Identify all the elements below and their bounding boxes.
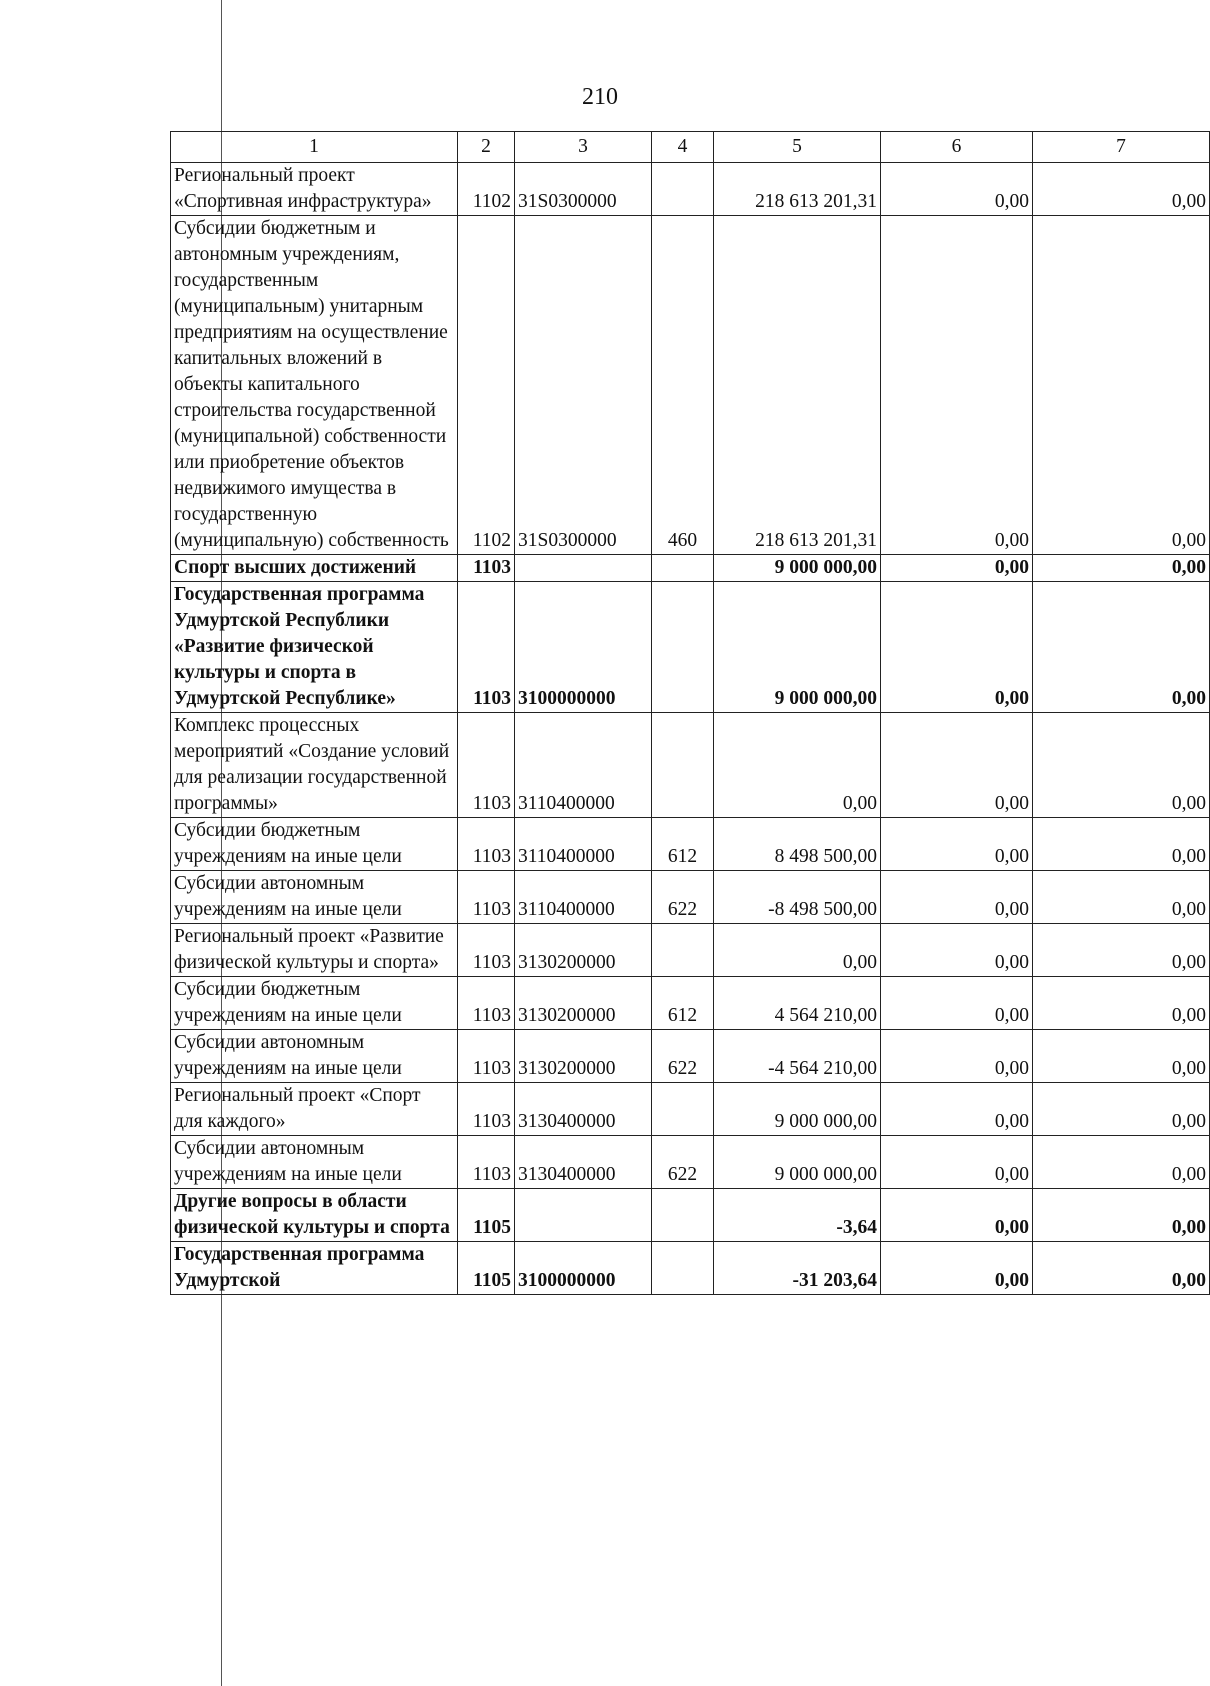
cell-target-article: 31S0300000 xyxy=(515,163,652,216)
header-col-5: 5 xyxy=(714,132,881,163)
table-row xyxy=(171,818,1210,871)
cell-amount-col5: 218 613 201,31 xyxy=(714,216,881,555)
cell-name: Региональный проект «Спорт для каждого» xyxy=(171,1083,458,1136)
table-header-row xyxy=(171,132,1210,163)
cell-expense-type xyxy=(652,1083,714,1136)
cell-amount-col6: 0,00 xyxy=(881,1136,1033,1189)
cell-amount-col6: 0,00 xyxy=(881,582,1033,713)
cell-amount-col6: 0,00 xyxy=(881,555,1033,582)
cell-section: 1103 xyxy=(458,1083,515,1136)
cell-target-article: 3100000000 xyxy=(515,1242,652,1295)
cell-target-article: 3110400000 xyxy=(515,871,652,924)
cell-amount-col6: 0,00 xyxy=(881,871,1033,924)
cell-target-article: 3100000000 xyxy=(515,582,652,713)
cell-section: 1103 xyxy=(458,555,515,582)
cell-amount-col7: 0,00 xyxy=(1033,924,1210,977)
cell-amount-col5: 218 613 201,31 xyxy=(714,163,881,216)
table-row xyxy=(171,1242,1210,1295)
cell-amount-col6: 0,00 xyxy=(881,1030,1033,1083)
header-col-1: 1 xyxy=(171,132,458,163)
cell-expense-type xyxy=(652,582,714,713)
cell-name: Другие вопросы в области физической культуры и спорта xyxy=(171,1189,458,1242)
cell-section: 1103 xyxy=(458,582,515,713)
cell-target-article: 31S0300000 xyxy=(515,216,652,555)
cell-name: Субсидии автономным учреждениям на иные цели xyxy=(171,1030,458,1083)
cell-target-article xyxy=(515,1189,652,1242)
cell-name: Государственная программа Удмуртской Республики «Развитие физической культуры и спорта в Удмуртской Республике» xyxy=(171,582,458,713)
table-row xyxy=(171,163,1210,216)
cell-section: 1103 xyxy=(458,713,515,818)
header-col-3: 3 xyxy=(515,132,652,163)
cell-name: Комплекс процессных мероприятий «Создание условий для реализации государственной программы» xyxy=(171,713,458,818)
cell-expense-type: 622 xyxy=(652,1030,714,1083)
cell-amount-col7: 0,00 xyxy=(1033,818,1210,871)
cell-amount-col7: 0,00 xyxy=(1033,163,1210,216)
header-col-4: 4 xyxy=(652,132,714,163)
cell-name: Спорт высших достижений xyxy=(171,555,458,582)
cell-name: Субсидии бюджетным учреждениям на иные цели xyxy=(171,818,458,871)
table-row xyxy=(171,582,1210,713)
cell-section: 1103 xyxy=(458,871,515,924)
cell-expense-type xyxy=(652,1189,714,1242)
table-row xyxy=(171,871,1210,924)
cell-amount-col5: 9 000 000,00 xyxy=(714,582,881,713)
table-row xyxy=(171,924,1210,977)
cell-amount-col6: 0,00 xyxy=(881,216,1033,555)
table-row xyxy=(171,1030,1210,1083)
cell-expense-type: 460 xyxy=(652,216,714,555)
cell-amount-col5: 0,00 xyxy=(714,924,881,977)
cell-expense-type xyxy=(652,713,714,818)
table-row xyxy=(171,1136,1210,1189)
cell-section: 1105 xyxy=(458,1242,515,1295)
cell-expense-type xyxy=(652,555,714,582)
cell-section: 1105 xyxy=(458,1189,515,1242)
cell-amount-col6: 0,00 xyxy=(881,1083,1033,1136)
cell-section: 1102 xyxy=(458,216,515,555)
cell-target-article: 3130200000 xyxy=(515,924,652,977)
table-row xyxy=(171,1189,1210,1242)
cell-section: 1103 xyxy=(458,1136,515,1189)
cell-amount-col6: 0,00 xyxy=(881,977,1033,1030)
cell-amount-col5: 9 000 000,00 xyxy=(714,555,881,582)
cell-amount-col7: 0,00 xyxy=(1033,977,1210,1030)
cell-target-article: 3130400000 xyxy=(515,1083,652,1136)
cell-amount-col7: 0,00 xyxy=(1033,1189,1210,1242)
cell-amount-col5: 0,00 xyxy=(714,713,881,818)
cell-name: Субсидии бюджетным и автономным учреждениям, государственным (муниципальным) унитарным предприятиям на осуществление капитальных вложений в объекты капитального строительства государственной (муниципальной) собственности или приобретение объектов недвижимого имущества в государственную (муниципальную) собственность xyxy=(171,216,458,555)
table-row xyxy=(171,216,1210,555)
cell-amount-col5: 9 000 000,00 xyxy=(714,1136,881,1189)
cell-section: 1103 xyxy=(458,1030,515,1083)
cell-amount-col5: -31 203,64 xyxy=(714,1242,881,1295)
cell-target-article: 3130200000 xyxy=(515,1030,652,1083)
table-row xyxy=(171,713,1210,818)
cell-expense-type: 612 xyxy=(652,977,714,1030)
cell-amount-col5: 4 564 210,00 xyxy=(714,977,881,1030)
cell-expense-type xyxy=(652,924,714,977)
table-row xyxy=(171,1083,1210,1136)
cell-name: Региональный проект «Развитие физической культуры и спорта» xyxy=(171,924,458,977)
cell-amount-col7: 0,00 xyxy=(1033,216,1210,555)
cell-amount-col7: 0,00 xyxy=(1033,1136,1210,1189)
cell-amount-col7: 0,00 xyxy=(1033,871,1210,924)
cell-amount-col5: 9 000 000,00 xyxy=(714,1083,881,1136)
cell-amount-col7: 0,00 xyxy=(1033,1083,1210,1136)
cell-expense-type: 622 xyxy=(652,1136,714,1189)
cell-amount-col6: 0,00 xyxy=(881,163,1033,216)
cell-amount-col6: 0,00 xyxy=(881,713,1033,818)
cell-section: 1103 xyxy=(458,818,515,871)
cell-target-article: 3110400000 xyxy=(515,818,652,871)
page-number: 210 xyxy=(582,84,618,110)
cell-expense-type: 622 xyxy=(652,871,714,924)
cell-amount-col6: 0,00 xyxy=(881,818,1033,871)
cell-amount-col5: 8 498 500,00 xyxy=(714,818,881,871)
cell-amount-col6: 0,00 xyxy=(881,1242,1033,1295)
cell-amount-col6: 0,00 xyxy=(881,1189,1033,1242)
cell-amount-col7: 0,00 xyxy=(1033,1030,1210,1083)
table-row xyxy=(171,977,1210,1030)
cell-target-article xyxy=(515,555,652,582)
cell-amount-col5: -8 498 500,00 xyxy=(714,871,881,924)
cell-target-article: 3130200000 xyxy=(515,977,652,1030)
cell-amount-col7: 0,00 xyxy=(1033,1242,1210,1295)
cell-expense-type xyxy=(652,1242,714,1295)
cell-amount-col6: 0,00 xyxy=(881,924,1033,977)
cell-section: 1103 xyxy=(458,924,515,977)
cell-amount-col5: -4 564 210,00 xyxy=(714,1030,881,1083)
cell-section: 1102 xyxy=(458,163,515,216)
header-col-2: 2 xyxy=(458,132,515,163)
cell-amount-col5: -3,64 xyxy=(714,1189,881,1242)
cell-expense-type xyxy=(652,163,714,216)
table-row xyxy=(171,555,1210,582)
cell-expense-type: 612 xyxy=(652,818,714,871)
cell-amount-col7: 0,00 xyxy=(1033,582,1210,713)
cell-name: Субсидии бюджетным учреждениям на иные цели xyxy=(171,977,458,1030)
cell-name: Субсидии автономным учреждениям на иные цели xyxy=(171,871,458,924)
cell-amount-col7: 0,00 xyxy=(1033,713,1210,818)
cell-name: Субсидии автономным учреждениям на иные цели xyxy=(171,1136,458,1189)
cell-target-article: 3130400000 xyxy=(515,1136,652,1189)
cell-amount-col7: 0,00 xyxy=(1033,555,1210,582)
header-col-7: 7 xyxy=(1033,132,1210,163)
cell-name: Государственная программа Удмуртской xyxy=(171,1242,458,1295)
cell-target-article: 3110400000 xyxy=(515,713,652,818)
cell-section: 1103 xyxy=(458,977,515,1030)
budget-table xyxy=(170,131,1210,1295)
cell-name: Региональный проект «Спортивная инфраструктура» xyxy=(171,163,458,216)
header-col-6: 6 xyxy=(881,132,1033,163)
